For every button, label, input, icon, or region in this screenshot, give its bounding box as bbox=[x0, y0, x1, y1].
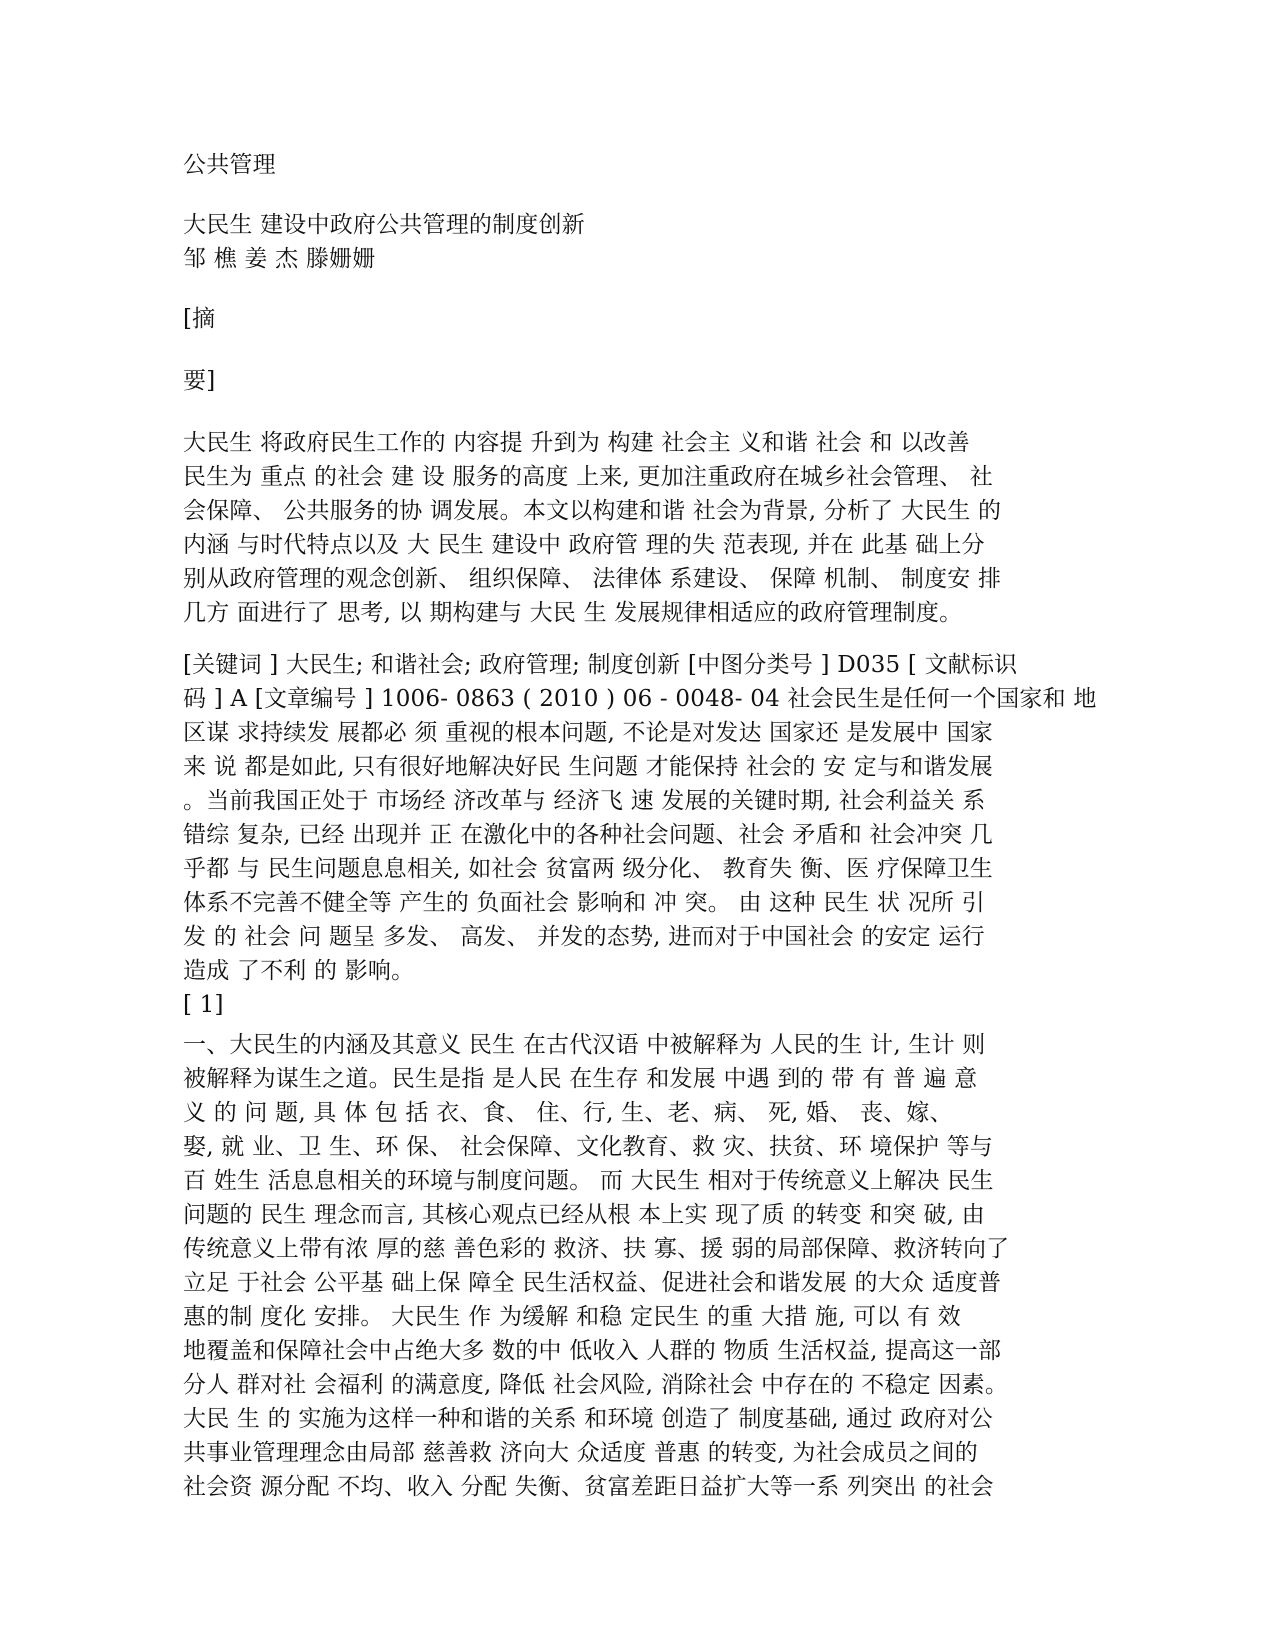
abstract-line: 大民生 将政府民生工作的 内容提 升到为 构建 社会主 义和谐 社会 和 以改善 bbox=[183, 430, 970, 456]
section-label-text: 公共管理 bbox=[183, 152, 276, 178]
citation-marker: [ 1] bbox=[183, 992, 224, 1018]
abstract-line: 内涵 与时代特点以及 大 民生 建设中 政府管 理的失 范表现, 并在 此基 础上分 bbox=[183, 532, 985, 558]
abstract-line: 会保障、 公共服务的协 调发展。本文以构建和谐 社会为背景, 分析了 大民生 的 bbox=[183, 498, 1002, 524]
abstract-label-open bbox=[183, 302, 1083, 336]
article-header bbox=[183, 208, 1083, 276]
section-line: 大民 生 的 实施为这样一种和谐的关系 和环境 创造了 制度基础, 通过 政府对公 bbox=[183, 1406, 993, 1432]
section-line: 娶, 就 业、卫 生、环 保、 社会保障、文化教育、救 灾、扶贫、环 境保护 等与 bbox=[183, 1134, 993, 1160]
body-line: 体系不完善不健全等 产生的 负面社会 影响和 冲 突。 由 这种 民生 状 况所 引 bbox=[183, 890, 985, 916]
body-line: 造成 了不利 的 影响。 bbox=[183, 958, 415, 984]
article-title: 大民生 建设中政府公共管理的制度创新 bbox=[183, 212, 585, 238]
section-line: 地覆盖和保障社会中占绝大多 数的中 低收入 人群的 物质 生活权益, 提高这一部 bbox=[183, 1338, 1002, 1364]
body-line: 码 ] A [文章编号 ] 1006- 0863 ( 2010 ) 06 - 0048- 04 社会民生是任何一个国家和 地 bbox=[183, 686, 1097, 712]
body-line: [关键词 ] 大民生; 和谐社会; 政府管理; 制度创新 [中图分类号 ] D035 [ 文献标识 bbox=[183, 652, 1018, 678]
section-line: 分人 群对社 会福利 的满意度, 降低 社会风险, 消除社会 中存在的 不稳定 因素。 bbox=[183, 1372, 1009, 1398]
abstract-line: 民生为 重点 的社会 建 设 服务的高度 上来, 更加注重政府在城乡社会管理、 社 bbox=[183, 464, 993, 490]
body-line: 乎都 与 民生问题息息相关, 如社会 贫富两 级分化、 教育失 衡、医 疗保障卫生 bbox=[183, 856, 993, 882]
section-one-paragraph bbox=[183, 1028, 1083, 1504]
article-authors: 邹 樵 姜 杰 滕姗姗 bbox=[183, 246, 376, 272]
section-line: 百 姓生 活息息相关的环境与制度问题。 而 大民生 相对于传统意义上解决 民生 bbox=[183, 1168, 994, 1194]
abstract-label-close-text: 要] bbox=[183, 368, 216, 394]
abstract-label-open-text: [摘 bbox=[183, 306, 216, 332]
section-line: 立足 于社会 公平基 础上保 障全 民生活权益、促进社会和谐发展 的大众 适度普 bbox=[183, 1270, 1002, 1296]
body-line: 发 的 社会 问 题呈 多发、 高发、 并发的态势, 进而对于中国社会 的安定 运行 bbox=[183, 924, 985, 950]
body-line: 来 说 都是如此, 只有很好地解决好民 生问题 才能保持 社会的 安 定与和谐发展 bbox=[183, 754, 993, 780]
body-line: 错综 复杂, 已经 出现并 正 在激化中的各种社会问题、社会 矛盾和 社会冲突 几 bbox=[183, 822, 993, 848]
section-line: 共事业管理理念由局部 慈善救 济向大 众适度 普惠 的转变, 为社会成员之间的 bbox=[183, 1440, 978, 1466]
section-line: 惠的制 度化 安排。 大民生 作 为缓解 和稳 定民生 的重 大措 施, 可以 有 效 bbox=[183, 1304, 961, 1330]
body-line: 区谋 求持续发 展都必 须 重视的根本问题, 不论是对发达 国家还 是发展中 国家 bbox=[183, 720, 993, 746]
section-line: 被解释为谋生之道。民生是指 是人民 在生存 和发展 中遇 到的 带 有 普 遍 意 bbox=[183, 1066, 978, 1092]
abstract-paragraph bbox=[183, 426, 1083, 630]
section-label bbox=[183, 148, 1083, 182]
section-line: 一、大民生的内涵及其意义 民生 在古代汉语 中被解释为 人民的生 计, 生计 则 bbox=[183, 1032, 986, 1058]
section-line: 社会资 源分配 不均、收入 分配 失衡、贫富差距日益扩大等一系 列突出 的社会 bbox=[183, 1474, 994, 1500]
abstract-line: 别从政府管理的观念创新、 组织保障、 法律体 系建设、 保障 机制、 制度安 排 bbox=[183, 566, 1002, 592]
keywords-and-intro-paragraph bbox=[183, 648, 1097, 1022]
abstract-label-close bbox=[183, 364, 1083, 398]
section-line: 传统意义上带有浓 厚的慈 善色彩的 救济、扶 寡、援 弱的局部保障、救济转向了 bbox=[183, 1236, 1010, 1262]
section-line: 义 的 问 题, 具 体 包 括 衣、食、 住、行, 生、老、病、 死, 婚、 丧、嫁、 bbox=[183, 1100, 953, 1126]
section-line: 问题的 民生 理念而言, 其核心观点已经从根 本上实 现了质 的转变 和突 破, 由 bbox=[183, 1202, 985, 1228]
abstract-line: 几方 面进行了 思考, 以 期构建与 大民 生 发展规律相适应的政府管理制度。 bbox=[183, 600, 963, 626]
body-line: 。当前我国正处于 市场经 济改革与 经济飞 速 发展的关键时期, 社会利益关 系 bbox=[183, 788, 986, 814]
